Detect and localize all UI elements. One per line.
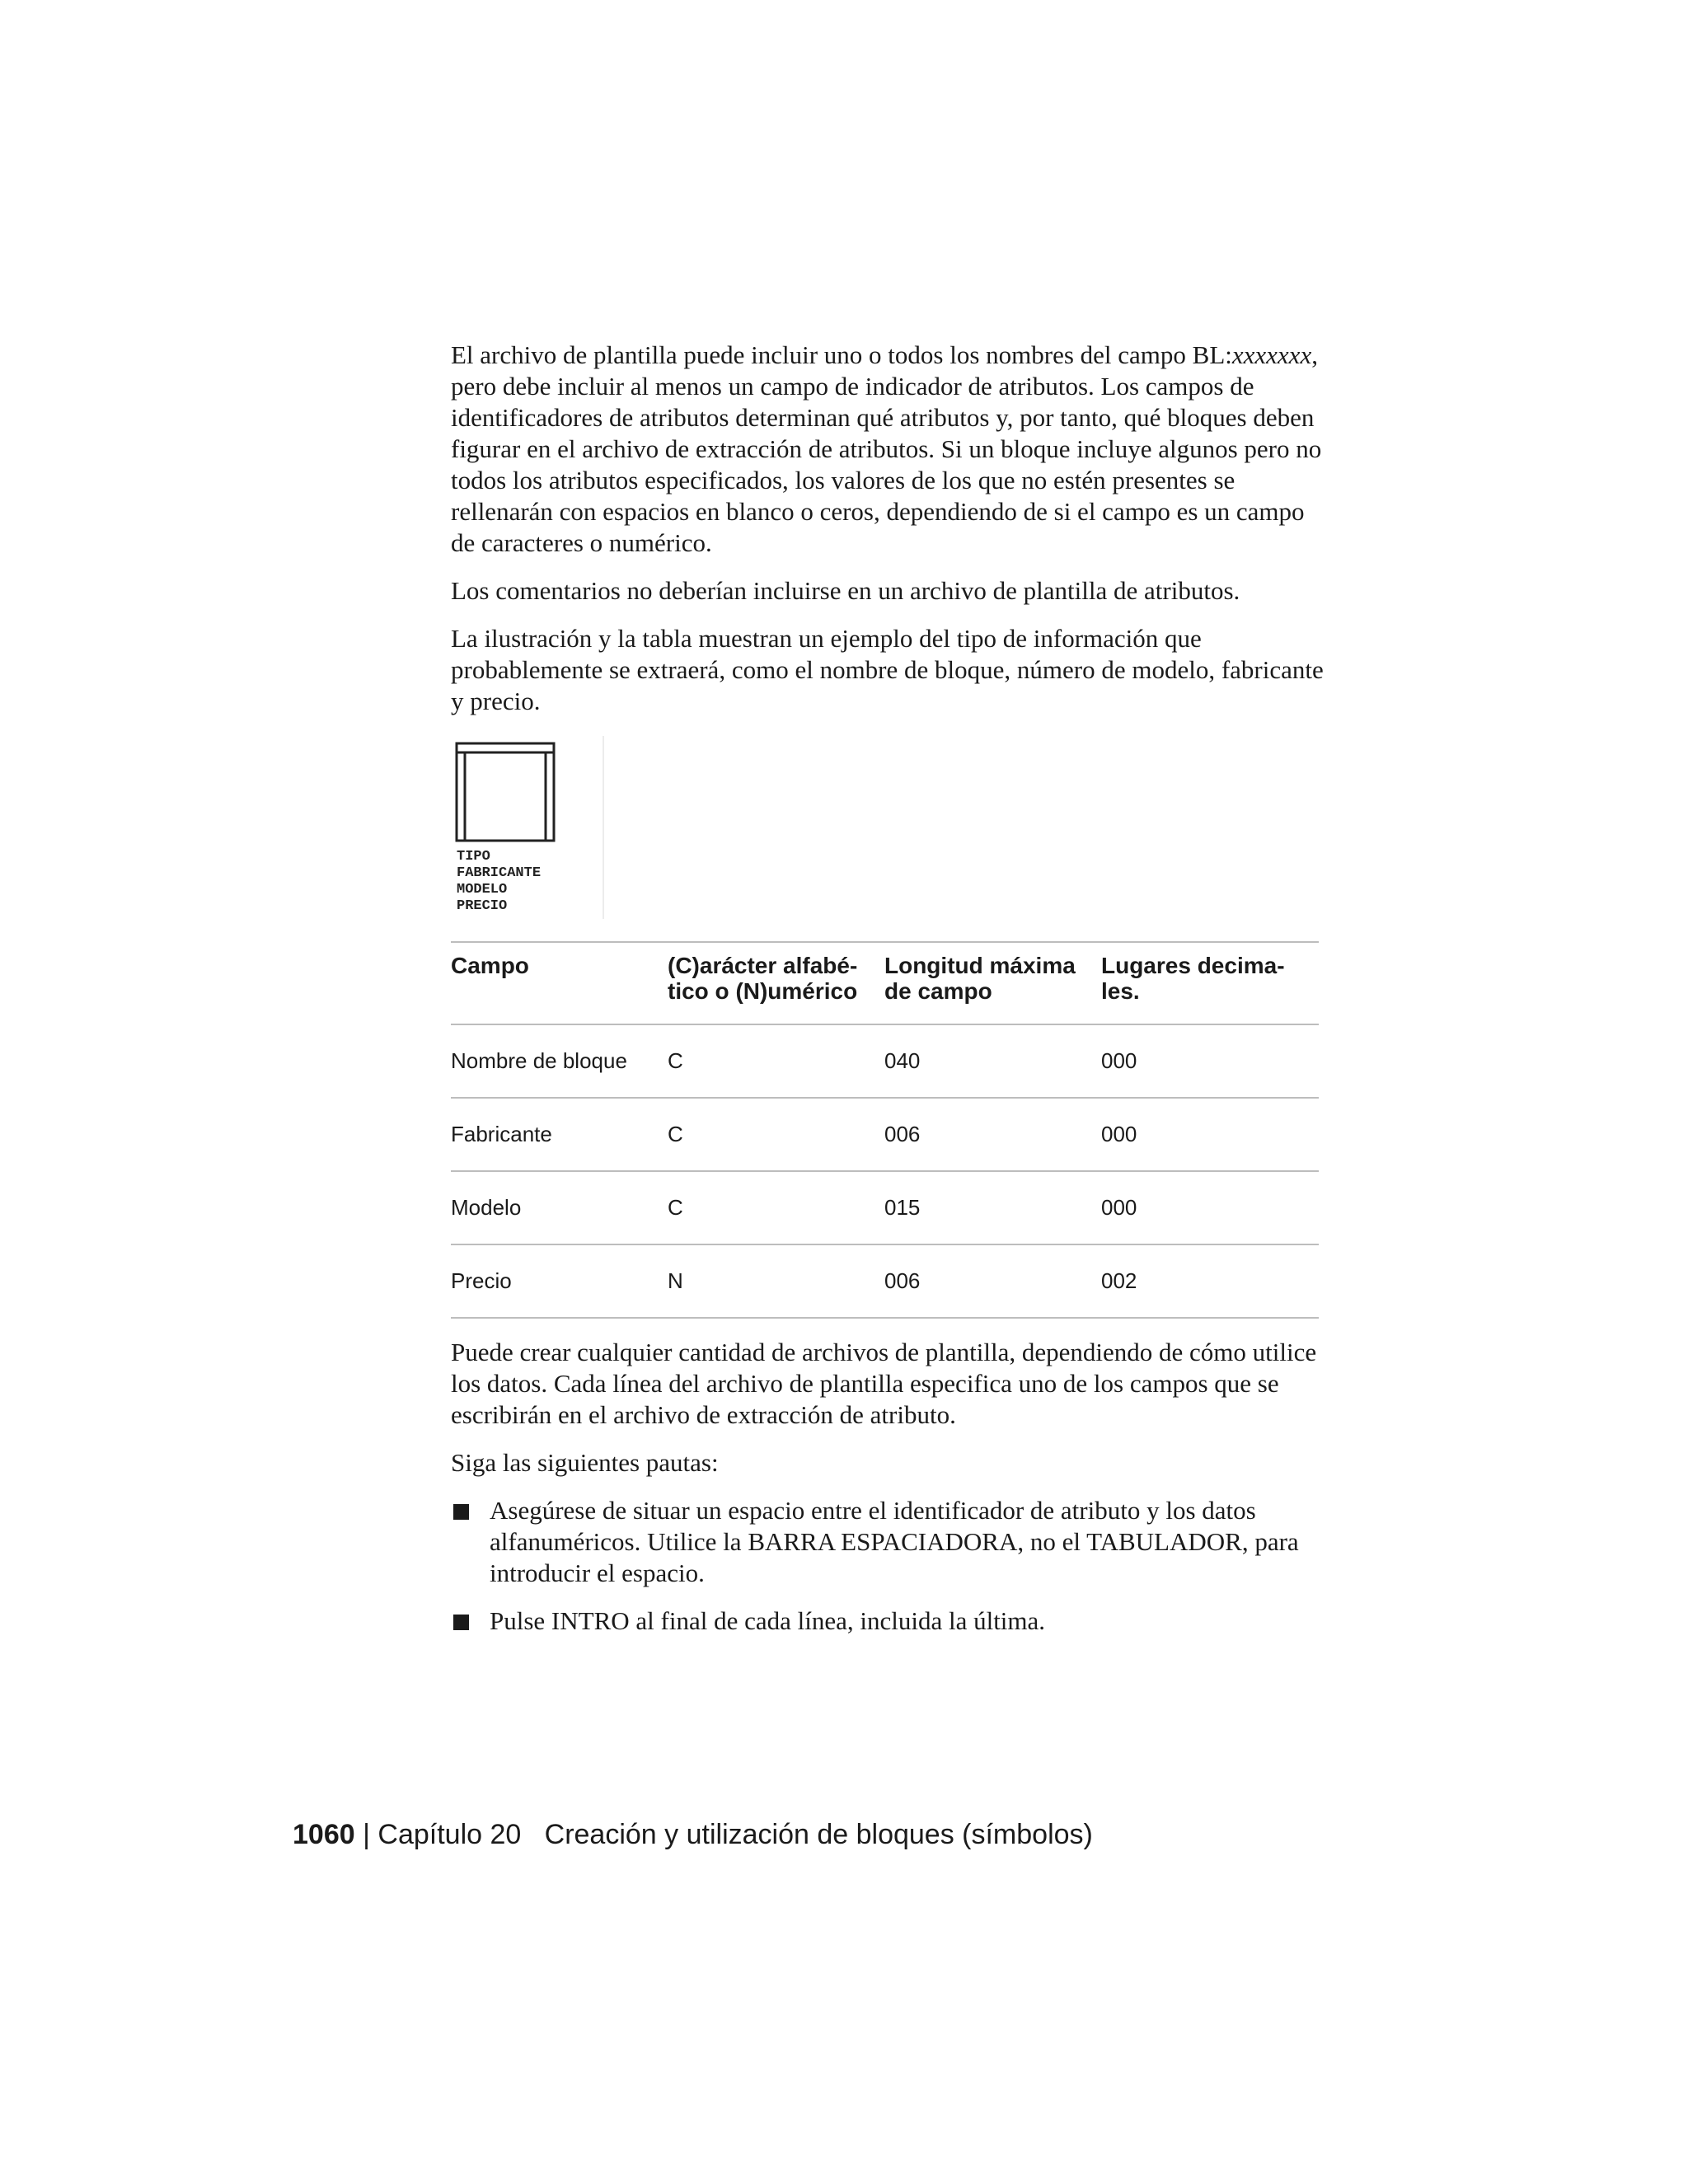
table-bottom-rule xyxy=(451,1317,1319,1319)
intro-paragraph-2: Los comentarios no deberían incluirse en un archivo de plantilla de atributos. xyxy=(451,576,1240,605)
cell-decimales: 000 xyxy=(1101,1048,1137,1073)
footer-separator: | xyxy=(363,1819,370,1850)
table-body xyxy=(451,1024,1319,1319)
block-illustration xyxy=(455,739,607,919)
cell-tipo: C xyxy=(668,1048,683,1073)
block-top-band xyxy=(457,743,554,752)
attr-label-2: FABRICANTE xyxy=(457,865,542,881)
cell-campo: Fabricante xyxy=(451,1122,552,1146)
page-footer xyxy=(293,1819,1093,1851)
cell-longitud: 040 xyxy=(884,1048,921,1073)
list-item-text: Asegúrese de situar un espacio entre el identificador de atributo y los datos alfanuméricos. Utilice la BARRA ESPACIADORA, no el TABULADOR, para introducir el espacio. xyxy=(490,1496,1299,1587)
cell-decimales: 002 xyxy=(1101,1268,1137,1293)
cell-decimales: 000 xyxy=(1101,1122,1137,1146)
guidelines-list xyxy=(451,1495,1333,1637)
intro-italic-field: xxxxxxx xyxy=(1231,340,1312,369)
attr-label-3: MODELO xyxy=(457,882,508,898)
armchair-block-drawing xyxy=(455,739,607,919)
chapter-title: Creación y utilización de bloques (símbolos) xyxy=(544,1819,1093,1850)
intro-paragraph-3: La ilustración y la tabla muestran un ejemplo del tipo de información que probablemente se extraerá, como el nombre de bloque, número de modelo, fabricante y precio. xyxy=(451,624,1324,715)
cell-longitud: 006 xyxy=(884,1122,921,1146)
header-longitud: Longitud máxima de campo xyxy=(884,953,1076,1004)
square-bullet-icon xyxy=(451,1495,490,1589)
block-outer-frame xyxy=(457,743,554,841)
intro-text-part2: , pero debe incluir al menos un campo de indicador de atributos. Los campos de identificadores de atributos determinan qué atributos y, por tanto, qué bloques deben figurar en el archivo de extracción de atributos. Si un bloque incluye algunos pero no todos los atributos especificados, los valores de los que no estén presentes se rellenarán con espacios en blanco o ceros, dependiendo de si el campo es un campo de caracteres o numérico. xyxy=(451,340,1322,557)
cell-campo: Nombre de bloque xyxy=(451,1048,627,1073)
illustration-divider xyxy=(603,736,604,919)
cell-longitud: 006 xyxy=(884,1268,921,1293)
list-item xyxy=(451,1605,1333,1637)
cell-decimales: 000 xyxy=(1101,1195,1137,1220)
block-inner-seat xyxy=(465,752,546,841)
outro-paragraph-1: Puede crear cualquier cantidad de archivos de plantilla, dependiendo de cómo utilice los datos. Cada línea del archivo de plantilla especifica uno de los campos que se escribirán en el archivo de extracción de atributo. xyxy=(451,1338,1317,1429)
cell-tipo: C xyxy=(668,1122,683,1146)
attr-label-4: PRECIO xyxy=(457,898,508,914)
table-row xyxy=(451,1099,1319,1170)
table-row xyxy=(451,1172,1319,1244)
intro-section xyxy=(451,340,1333,717)
cell-longitud: 015 xyxy=(884,1195,921,1220)
chapter-label: Capítulo 20 xyxy=(377,1819,522,1850)
cell-campo: Precio xyxy=(451,1268,512,1293)
table-row xyxy=(451,1025,1319,1097)
cell-tipo: C xyxy=(668,1195,683,1220)
table-header-row xyxy=(451,943,1319,1024)
outro-paragraph-2: Siga las siguientes pautas: xyxy=(451,1448,719,1477)
square-bullet-icon xyxy=(451,1605,490,1637)
attr-label-1: TIPO xyxy=(457,849,490,865)
cell-tipo: N xyxy=(668,1268,683,1293)
header-campo: Campo xyxy=(451,953,529,978)
header-lugares: Lugares decima- les. xyxy=(1101,953,1285,1004)
page-number: 1060 xyxy=(293,1819,355,1850)
intro-paragraph-1 xyxy=(451,340,1333,559)
list-item xyxy=(451,1495,1333,1589)
header-caracter: (C)arácter alfabé- tico o (N)umérico xyxy=(668,953,858,1004)
outro-section xyxy=(451,1337,1333,1653)
table-row xyxy=(451,1245,1319,1317)
list-item-text: Pulse INTRO al final de cada línea, incluida la última. xyxy=(490,1606,1046,1635)
attributes-table xyxy=(451,941,1319,1319)
intro-text-part1: El archivo de plantilla puede incluir uno o todos los nombres del campo BL: xyxy=(451,340,1232,369)
cell-campo: Modelo xyxy=(451,1195,522,1220)
